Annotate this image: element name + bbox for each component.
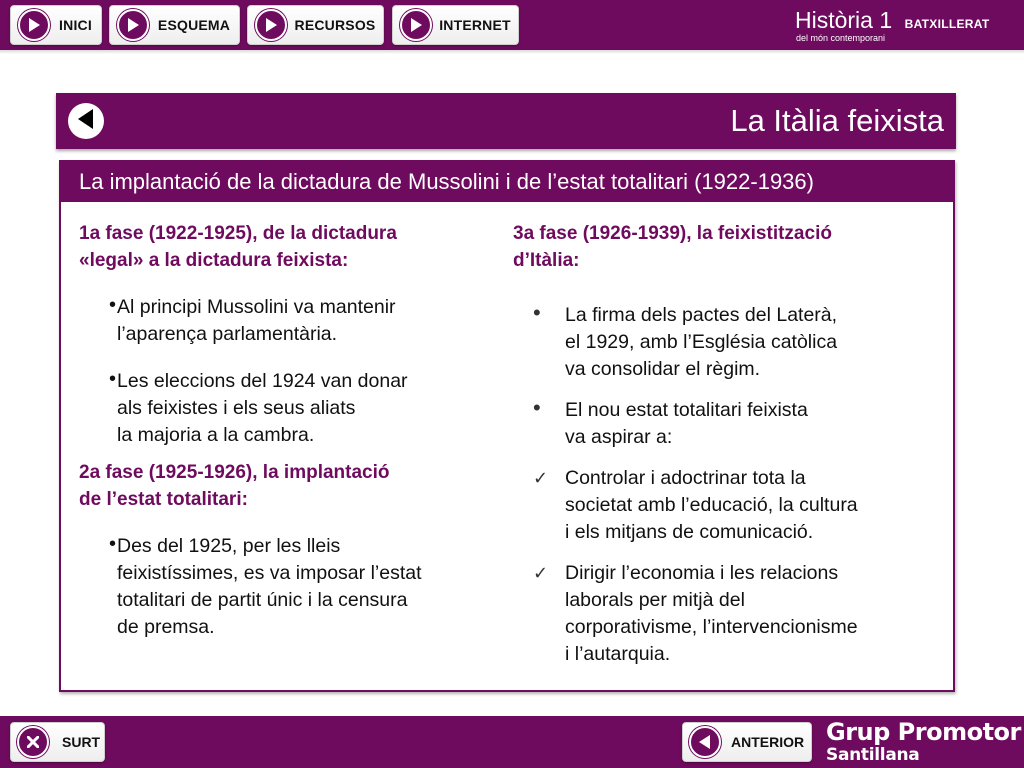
play-icon [18, 9, 50, 41]
brand-title [795, 6, 990, 43]
brand-level: BATXILLERAT [904, 17, 990, 31]
left-column [79, 220, 479, 649]
content-panel [59, 160, 955, 692]
play-icon [400, 9, 432, 41]
bullet-icon: • [109, 368, 117, 390]
list-item: • Les eleccions del 1924 van donar als feixistes i els seus aliats la majoria a la cambra. [109, 368, 408, 446]
page-title-banner [56, 93, 956, 149]
publisher-logo [826, 718, 1021, 764]
right-column [513, 220, 933, 682]
play-icon [255, 9, 287, 41]
previous-button[interactable] [682, 722, 812, 762]
back-button[interactable] [68, 103, 104, 139]
logo-line-2: Santillana [826, 745, 920, 765]
bullet-icon: • [533, 300, 541, 325]
back-arrow-icon [77, 109, 95, 134]
bullet-icon: • [109, 533, 117, 555]
top-navigation-bar [0, 0, 1024, 50]
back-arrow-icon [689, 726, 721, 758]
phase3-heading: 3a fase (1926-1939), la feixistització d’Itàlia: [513, 223, 832, 271]
nav-button-internet[interactable] [392, 5, 519, 45]
logo-line-1: Grup Promotor [826, 718, 1021, 746]
play-icon [117, 9, 149, 41]
nav-button-label: ESQUEMA [157, 17, 231, 33]
checkmark-icon: ✓ [533, 563, 549, 583]
list-item: ✓ Dirigir l’economia i les relacions laborals per mitjà del corporativisme, l’intervencionisme i l’autarquia. [533, 562, 858, 665]
list-item: • La firma dels pactes del Laterà, el 1929, amb l’Església catòlica va consolidar el règim. [533, 300, 838, 380]
nav-button-recursos[interactable] [247, 5, 384, 45]
section-heading: La implantació de la dictadura de Mussolini i de l’estat totalitari (1922-1936) [61, 162, 953, 202]
list-item: ✓ Controlar i adoctrinar tota la societat amb l’educació, la cultura i els mitjans de comunicació. [533, 467, 858, 543]
previous-button-label: ANTERIOR [731, 734, 805, 750]
exit-button[interactable] [10, 722, 105, 762]
list-item: • El nou estat totalitari feixista va aspirar a: [533, 395, 808, 448]
bullet-icon: • [109, 294, 117, 316]
list-item: • Des del 1925, per les lleis feixistíssimes, es va imposar l’estat totalitari de partit únic i la censura de premsa. [109, 533, 422, 638]
brand-name: Història 1 [795, 7, 893, 33]
nav-button-label: INICI [59, 17, 92, 33]
phase2-heading: 2a fase (1925-1926), la implantació de l’estat totalitari: [79, 462, 390, 510]
close-icon [17, 726, 49, 758]
exit-button-label: SURT [62, 734, 101, 750]
checkmark-icon: ✓ [533, 468, 549, 488]
brand-subtitle: del món contemporani [796, 33, 886, 43]
phase1-heading: 1a fase (1922-1925), de la dictadura «legal» a la dictadura feixista: [79, 223, 397, 271]
page-title: La Itàlia feixista [730, 103, 944, 138]
bullet-icon: • [533, 395, 541, 420]
nav-button-esquema[interactable] [109, 5, 240, 45]
nav-button-label: INTERNET [439, 17, 511, 33]
bottom-navigation-bar [0, 716, 1024, 768]
nav-button-label: RECURSOS [294, 17, 376, 33]
list-item: • Al principi Mussolini va mantenir l’aparença parlamentària. [109, 294, 396, 345]
nav-button-inici[interactable] [10, 5, 102, 45]
